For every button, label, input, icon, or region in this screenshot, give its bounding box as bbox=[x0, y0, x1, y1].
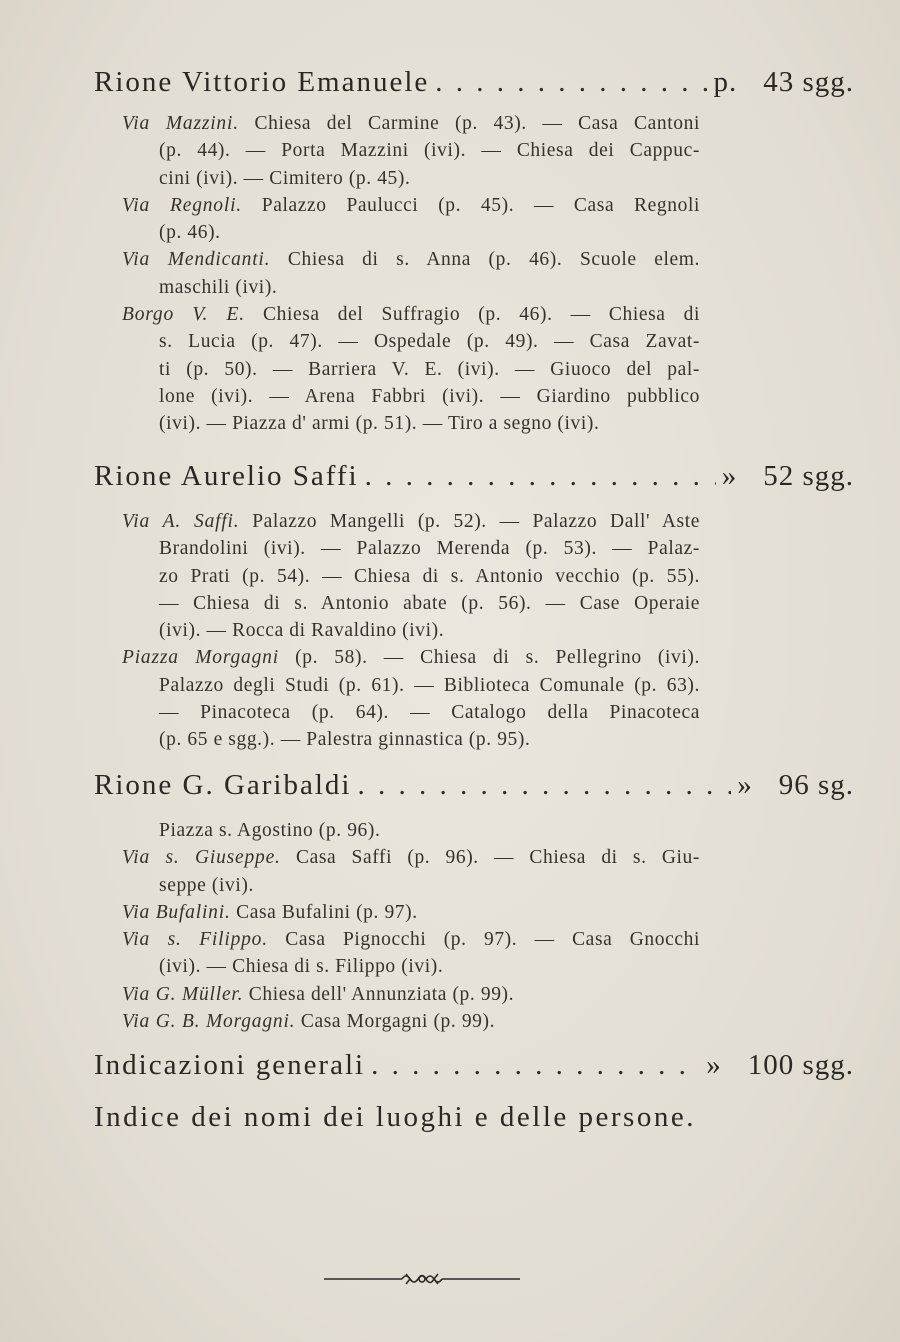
entry-text: (ivi). — Chiesa di s. Filippo (ivi). bbox=[159, 956, 444, 978]
page-number: 100 sgg. bbox=[747, 1049, 854, 1081]
entry-text: maschili (ivi). bbox=[159, 276, 278, 298]
entry-text: Palazzo Paulucci (p. 45). — Casa Regnoli bbox=[241, 194, 700, 216]
entry-line bbox=[122, 1008, 700, 1035]
entry-text: seppe (ivi). bbox=[159, 874, 254, 896]
entry-text: Palazzo Mangelli (p. 52). — Palazzo Dall' Aste bbox=[239, 511, 700, 532]
section-heading bbox=[94, 769, 854, 803]
street-name: Via Mendicanti. bbox=[122, 249, 271, 271]
entry-text: Casa Bufalini (p. 97). bbox=[230, 901, 418, 923]
section-page-ref bbox=[722, 460, 854, 493]
entry-line bbox=[122, 590, 700, 617]
section-title: Indicazioni generali bbox=[94, 1049, 366, 1081]
page-number: 52 sgg. bbox=[763, 460, 854, 492]
entry-text: — Pinacoteca (p. 64). — Catalogo della Pinacoteca bbox=[159, 702, 700, 724]
section-entries bbox=[0, 817, 900, 1035]
page-number: 43 sgg. bbox=[763, 66, 854, 98]
entry-line bbox=[122, 844, 700, 871]
entry-line bbox=[122, 726, 700, 753]
entry-line bbox=[122, 508, 700, 535]
entry-line bbox=[122, 644, 700, 671]
entry-text: cini (ivi). — Cimitero (p. 45). bbox=[159, 167, 411, 189]
street-name: Via Bufalini. bbox=[122, 901, 231, 923]
entry-line bbox=[122, 899, 700, 926]
section-entries bbox=[0, 508, 900, 754]
index-entry bbox=[122, 844, 700, 899]
entry-text: s. Lucia (p. 47). — Ospedale (p. 49). — Casa Zavat- bbox=[159, 331, 700, 353]
index-entry bbox=[122, 899, 700, 926]
index-heading-text: Indice dei nomi dei luoghi e delle persone. bbox=[94, 1101, 696, 1133]
entry-text: Brandolini (ivi). — Palazzo Merenda (p. 53). — Palaz- bbox=[159, 538, 700, 560]
section-heading bbox=[94, 460, 854, 494]
entry-line bbox=[122, 926, 700, 953]
section-page-ref bbox=[713, 66, 854, 99]
entry-line bbox=[122, 328, 700, 355]
entry-line bbox=[122, 165, 700, 192]
entry-line bbox=[122, 274, 700, 301]
entry-text: — Chiesa di s. Antonio abate (p. 56). — Case Operaie bbox=[159, 592, 700, 614]
entry-text: (ivi). — Rocca di Ravaldino (ivi). bbox=[159, 620, 445, 642]
entry-text: (p. 44). — Porta Mazzini (ivi). — Chiesa dei Cappuc- bbox=[159, 140, 700, 162]
index-entry bbox=[122, 246, 700, 301]
entry-line bbox=[122, 383, 700, 410]
tailpiece-ornament-icon bbox=[322, 1267, 522, 1291]
entry-line bbox=[122, 192, 700, 219]
street-name: Via A. Saffi. bbox=[122, 511, 240, 532]
section-title: Rione Aurelio Saffi bbox=[94, 460, 359, 492]
index-entry bbox=[122, 110, 700, 192]
entry-line bbox=[122, 817, 700, 844]
index-entry bbox=[122, 817, 700, 844]
entry-line bbox=[122, 535, 700, 562]
page-prefix: » bbox=[706, 1049, 722, 1081]
leader-dots bbox=[357, 769, 731, 802]
section-title: Rione G. Garibaldi bbox=[94, 769, 352, 801]
section-heading bbox=[94, 66, 854, 100]
section-title: Rione Vittorio Emanuele bbox=[94, 66, 430, 98]
index-entry bbox=[122, 192, 700, 247]
street-name: Via s. Filippo. bbox=[122, 929, 268, 951]
entry-text: Chiesa dell' Annunziata (p. 99). bbox=[243, 983, 515, 1005]
section-heading bbox=[94, 1049, 854, 1083]
street-name: Via Regnoli. bbox=[122, 194, 242, 216]
index-entry bbox=[122, 1008, 700, 1035]
page-number: 96 sg. bbox=[778, 769, 854, 801]
entry-line bbox=[122, 410, 700, 437]
entry-text: Casa Morgagni (p. 99). bbox=[295, 1011, 496, 1033]
entry-text: zo Prati (p. 54). — Chiesa di s. Antonio vecchio (p. 55). bbox=[159, 565, 700, 587]
entry-text: Chiesa del Suffragio (p. 46). — Chiesa di bbox=[244, 304, 700, 326]
entry-text: ti (p. 50). — Barriera V. E. (ivi). — Giuoco del pal- bbox=[159, 358, 700, 380]
entry-text: (p. 58). — Chiesa di s. Pellegrino (ivi). bbox=[278, 647, 700, 669]
street-name: Piazza Morgagni bbox=[122, 647, 279, 669]
entry-text: (p. 46). bbox=[159, 222, 221, 244]
entry-line bbox=[122, 356, 700, 383]
entry-text: Chiesa di s. Anna (p. 46). Scuole elem. bbox=[270, 249, 700, 271]
leader-dots bbox=[435, 66, 707, 99]
entry-text: Chiesa del Carmine (p. 43). — Casa Cantoni bbox=[238, 113, 700, 134]
entry-text: Casa Pignocchi (p. 97). — Casa Gnocchi bbox=[267, 929, 701, 951]
section-page-ref bbox=[737, 769, 854, 802]
entry-text: Piazza s. Agostino (p. 96). bbox=[159, 820, 381, 841]
entry-text: lone (ivi). — Arena Fabbri (ivi). — Giardino pubblico bbox=[159, 385, 700, 407]
entry-text: (p. 65 e sgg.). — Palestra ginnastica (p. 95). bbox=[159, 729, 531, 751]
entry-line bbox=[122, 953, 700, 980]
leader-dots bbox=[371, 1049, 700, 1082]
entry-line bbox=[122, 246, 700, 273]
entry-line bbox=[122, 981, 700, 1008]
entry-line bbox=[122, 137, 700, 164]
index-entry bbox=[122, 508, 700, 644]
index-entry bbox=[122, 301, 700, 437]
page-prefix: » bbox=[737, 769, 753, 801]
leader-dots bbox=[365, 460, 716, 493]
street-name: Borgo V. E. bbox=[122, 304, 245, 326]
section-entries bbox=[0, 110, 900, 438]
index-entry bbox=[122, 981, 700, 1008]
entry-line bbox=[122, 563, 700, 590]
entry-line bbox=[122, 219, 700, 246]
street-name: Via Mazzini. bbox=[122, 113, 239, 134]
entry-text: (ivi). — Piazza d' armi (p. 51). — Tiro a segno (ivi). bbox=[159, 413, 600, 435]
entry-text: Casa Saffi (p. 96). — Chiesa di s. Giu- bbox=[280, 847, 700, 869]
page-prefix: » bbox=[721, 460, 738, 492]
index-heading bbox=[94, 1101, 854, 1135]
entry-line bbox=[122, 301, 700, 328]
index-entry bbox=[122, 926, 700, 981]
entry-line bbox=[122, 699, 700, 726]
street-name: Via G. Müller. bbox=[122, 983, 244, 1005]
entry-text: Palazzo degli Studi (p. 61). — Biblioteca Comunale (p. 63). bbox=[159, 674, 700, 696]
street-name: Via s. Giuseppe. bbox=[122, 847, 281, 869]
street-name: Via G. B. Morgagni. bbox=[122, 1011, 296, 1033]
index-entry bbox=[122, 644, 700, 753]
entry-line bbox=[122, 617, 700, 644]
entry-line bbox=[122, 110, 700, 137]
section-page-ref bbox=[706, 1049, 854, 1082]
page-prefix: p. bbox=[713, 66, 738, 98]
entry-line bbox=[122, 872, 700, 899]
entry-line bbox=[122, 672, 700, 699]
